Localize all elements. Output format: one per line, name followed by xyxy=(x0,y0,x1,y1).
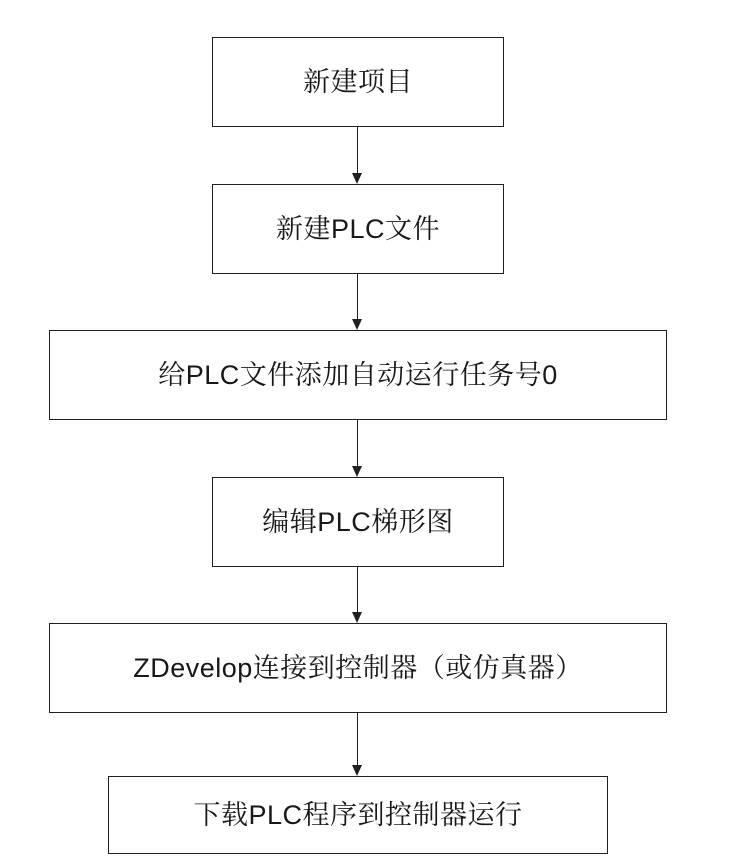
flow-node-new-project xyxy=(212,37,504,127)
flow-node-label: 新建项目 xyxy=(303,66,413,97)
flow-node-label: ZDevelop连接到控制器（或仿真器） xyxy=(133,652,583,683)
flow-node-label: 编辑PLC梯形图 xyxy=(262,506,454,537)
flow-node-label: 给PLC文件添加自动运行任务号0 xyxy=(158,359,558,390)
flow-node-label: 下载PLC程序到控制器运行 xyxy=(193,799,523,830)
flow-node-add-auto-task xyxy=(49,330,667,420)
flow-node-new-plc-file xyxy=(212,184,504,274)
flow-node-label: 新建PLC文件 xyxy=(275,213,441,244)
flow-node-download-run xyxy=(108,776,608,854)
flow-node-connect-controller xyxy=(49,623,667,713)
flow-node-edit-ladder xyxy=(212,477,504,567)
